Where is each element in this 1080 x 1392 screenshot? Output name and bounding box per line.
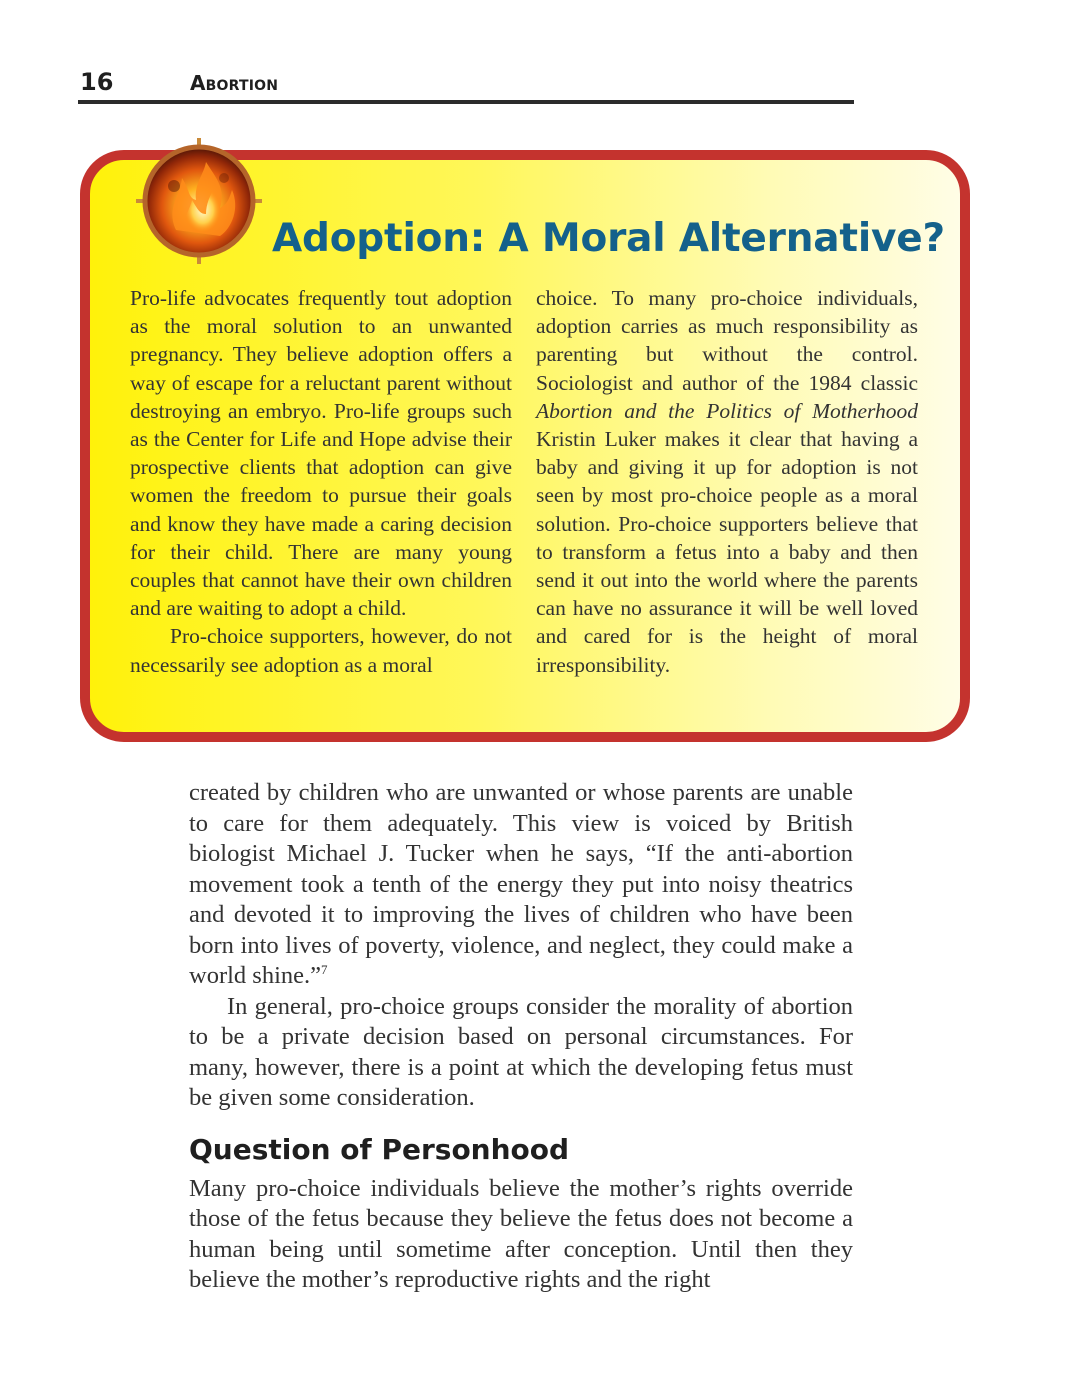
- sidebar-box: [80, 150, 970, 742]
- main-text: [189, 778, 853, 1296]
- body-paragraph: Many pro-choice individuals believe the mother’s rights override those of the fetus because they believe the fetus does not become a human being until sometime after conception. Until then they believe the mother’s reproductive rights and the right: [189, 1174, 853, 1293]
- sidebar-title: Adoption: A Moral Alternative?: [272, 216, 945, 261]
- body-paragraph: In general, pro-choice groups consider the morality of abortion to be a private decision based on personal circumstances. For many, however, there is a point at which the developing fetus must be given some consideration.: [189, 992, 853, 1111]
- sidebar-text: choice. To many pro-choice individuals, adoption carries as much responsibility as parenting but without the control. Sociologist and author of the 1984 classic: [536, 286, 918, 395]
- sidebar-column-left: [130, 284, 512, 679]
- sidebar-text: Kristin Luker makes it clear that having a baby and giving it up for adoption is not seen by most pro-choice people as a moral solution. Pro-choice supporters believe that to transform a fetus into a baby and then send it out into the world where the parents can have no assurance it will be well loved and cared for is the height of moral irresponsibility.: [536, 427, 918, 677]
- book-title: Abortion and the Politics of Motherhood: [536, 398, 918, 423]
- body-text: created by children who are unwanted or whose parents are unable to care for them adequately. This view is voiced by British biologist Michael J. Tucker when he says, “If the anti-abortion movement took a tenth of the energy they put into noisy theatrics and devoted it to improving the lives of children who have been born into lives of poverty, violence, and neglect, they could make a world shine.”: [189, 779, 853, 989]
- running-header: [78, 66, 854, 104]
- section-heading: Question of Personhood: [189, 1132, 570, 1166]
- sidebar-paragraph: Pro-choice supporters, however, do not necessarily see adoption as a moral: [130, 624, 512, 677]
- flame-emblem-icon: [136, 138, 262, 264]
- body-paragraph: [189, 778, 853, 992]
- sidebar-column-right: [536, 284, 918, 679]
- sidebar-columns: [130, 284, 918, 679]
- sidebar-paragraph: [536, 284, 918, 679]
- sidebar-paragraph: Pro-life advocates frequently tout adoption as the moral solution to an unwanted pregnancy. They believe adoption offers a way of escape for a reluctant parent without destroying an embryo. Pro-life groups such as the Center for Life and Hope advise their prospective clients that adoption can give women the freedom to pursue their goals and know they have made a caring decision for their child. There are many young couples that cannot have their own children and are waiting to adopt a child.: [130, 286, 512, 621]
- running-title: Abortion: [190, 71, 279, 95]
- page-number: 16: [80, 68, 114, 96]
- footnote-marker: 7: [321, 962, 328, 977]
